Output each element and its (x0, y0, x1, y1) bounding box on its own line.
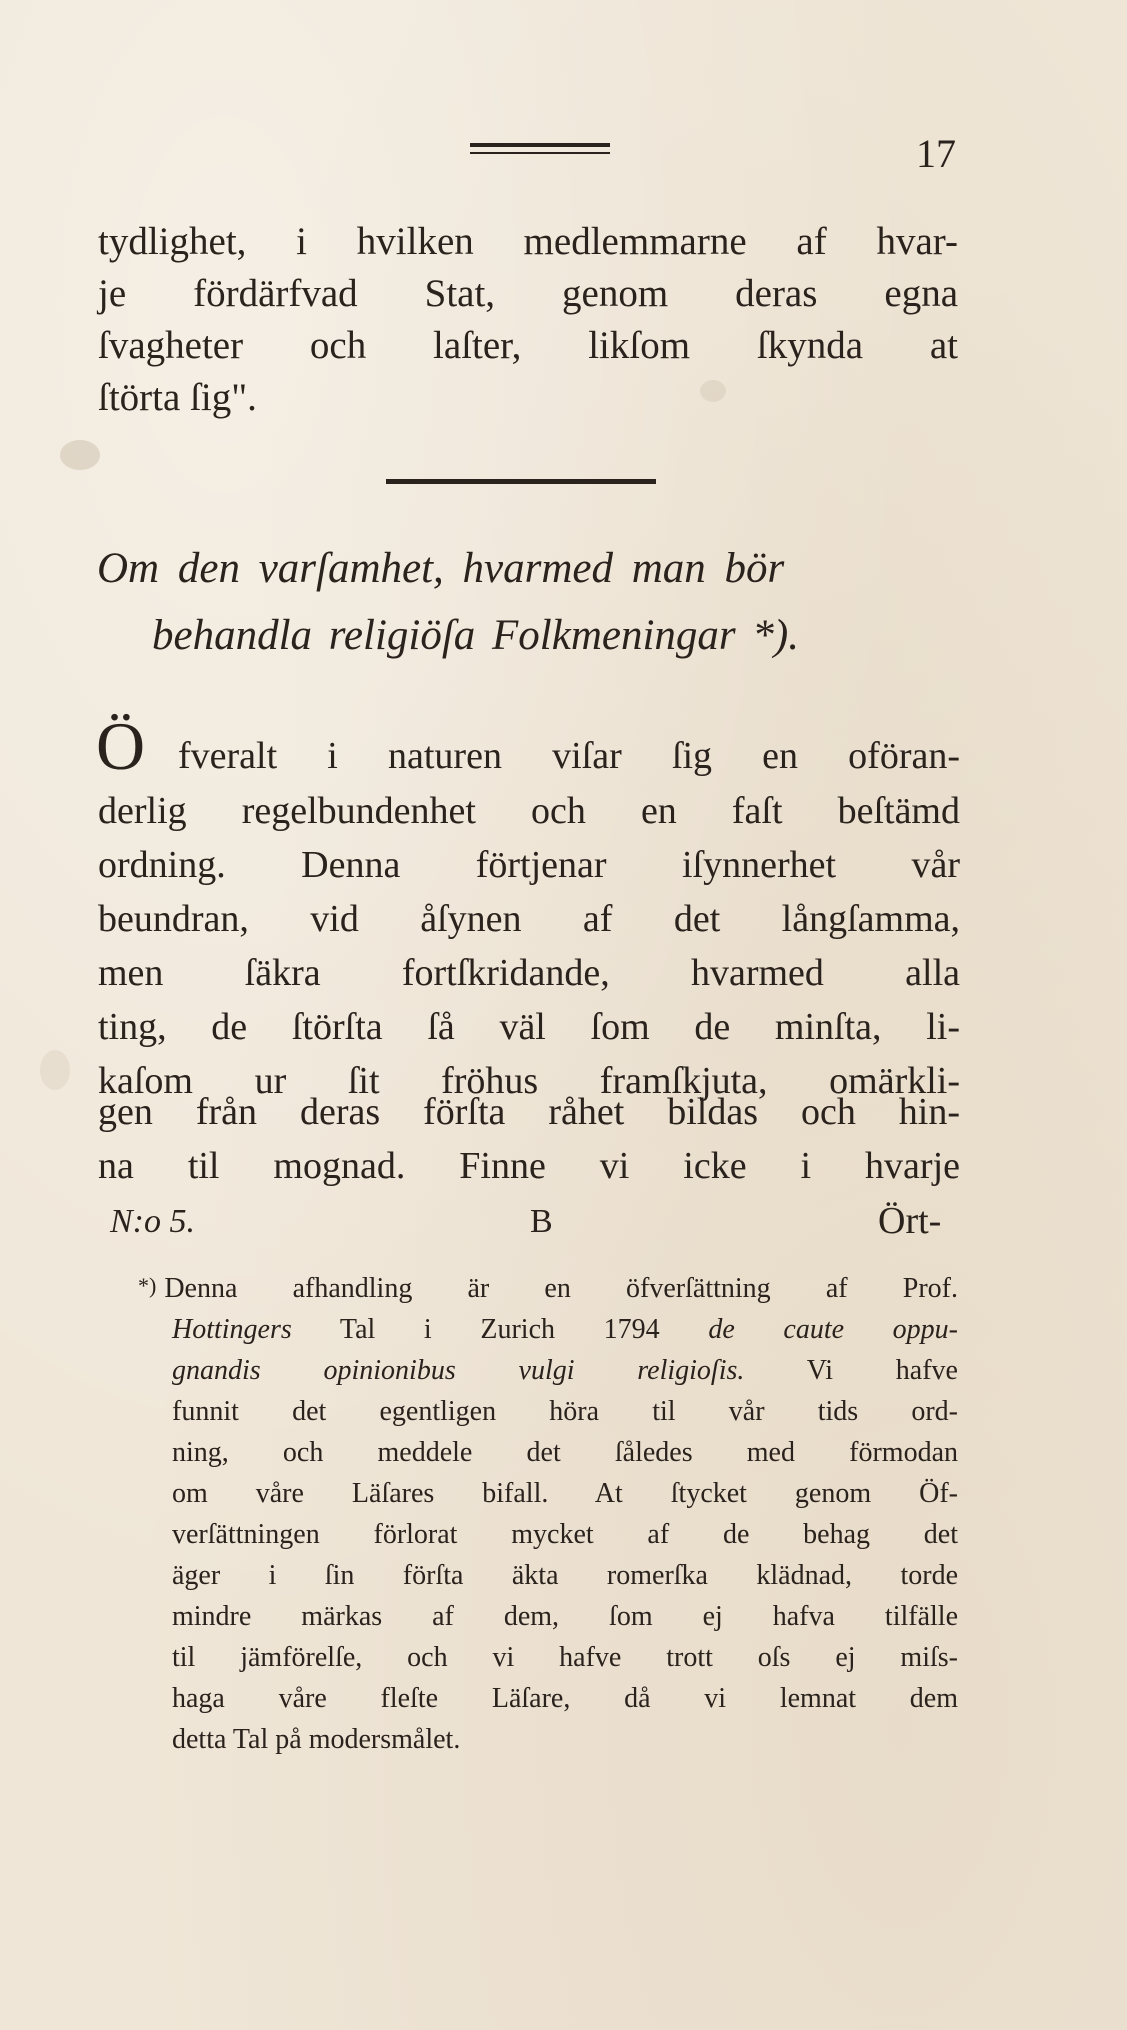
footnote-line: *) Denna afhandling är en öfverſättning af Prof. (138, 1273, 958, 1304)
continuation-line: ſvagheter och laſter, likſom ſkynda at (98, 324, 958, 367)
body-line: ordning. Denna förtjenar iſynnerhet vår (98, 844, 960, 886)
body-line: derlig regelbundenhet och en faſt beſtämd (98, 790, 960, 832)
body-line: kaſom ur ſit fröhus framſkjuta, omärkli- (98, 1060, 960, 1102)
continuation-line: ſtörta ſig". (98, 376, 257, 419)
footnote-line: äger i ſin förſta äkta romerſka klädnad, torde (172, 1560, 958, 1591)
body-line: men ſäkra fortſkridande, hvarmed alla (98, 952, 960, 994)
signature-mark: B (530, 1203, 553, 1240)
footnote-line: Hottingers Tal i Zurich 1794 de caute oppu- (172, 1314, 959, 1345)
paper-stain (60, 440, 100, 470)
body-line: gen från deras förſta råhet bildas och hin- (98, 1091, 960, 1133)
footnote-line: om våre Läſares bifall. At ſtycket genom Öf- (172, 1478, 958, 1509)
signature-label: N:o 5. (110, 1203, 195, 1240)
footnote-line: mindre märkas af dem, ſom ej hafva tilfälle (172, 1601, 958, 1632)
drop-capital: Ö (96, 708, 146, 784)
body-line: ting, de ſtörſta ſå väl ſom de minſta, li- (98, 1006, 960, 1048)
continuation-line: je fördärfvad Stat, genom deras egna (98, 272, 958, 315)
page-number: 17 (916, 131, 956, 176)
footnote-line: ning, och meddele det ſåledes med förmodan (172, 1437, 958, 1468)
body-line: fveralt i naturen viſar ſig en oföran- (178, 735, 960, 777)
section-heading-line-2: behandla religiöſa Folkmeningar *). (152, 612, 799, 659)
header-double-rule (470, 143, 610, 157)
footnote-line: til jämförelſe, och vi hafve trott oſs ej miſs- (172, 1642, 958, 1673)
footnote-line: gnandis opinionibus vulgi religioſis. Vi hafve (172, 1355, 958, 1386)
paper-stain (40, 1050, 70, 1090)
continuation-line: tydlighet, i hvilken medlemmarne af hvar- (98, 220, 958, 263)
section-rule (386, 479, 656, 484)
footnote-line: detta Tal på modersmålet. (172, 1724, 461, 1755)
body-line: na til mognad. Finne vi icke i hvarje (98, 1145, 960, 1187)
catchword: Ört- (878, 1200, 942, 1242)
body-line: beundran, vid åſynen af det långſamma, (98, 898, 960, 940)
footnote-line: haga våre fleſte Läſare, då vi lemnat dem (172, 1683, 958, 1714)
footnote-line: funnit det egentligen höra til vår tids ord- (172, 1396, 958, 1427)
footnote-marker: *) (138, 1273, 157, 1298)
section-heading-line-1: Om den varſamhet, hvarmed man bör (97, 545, 785, 592)
footnote-line: verſättningen förlorat mycket af de behag det (172, 1519, 958, 1550)
